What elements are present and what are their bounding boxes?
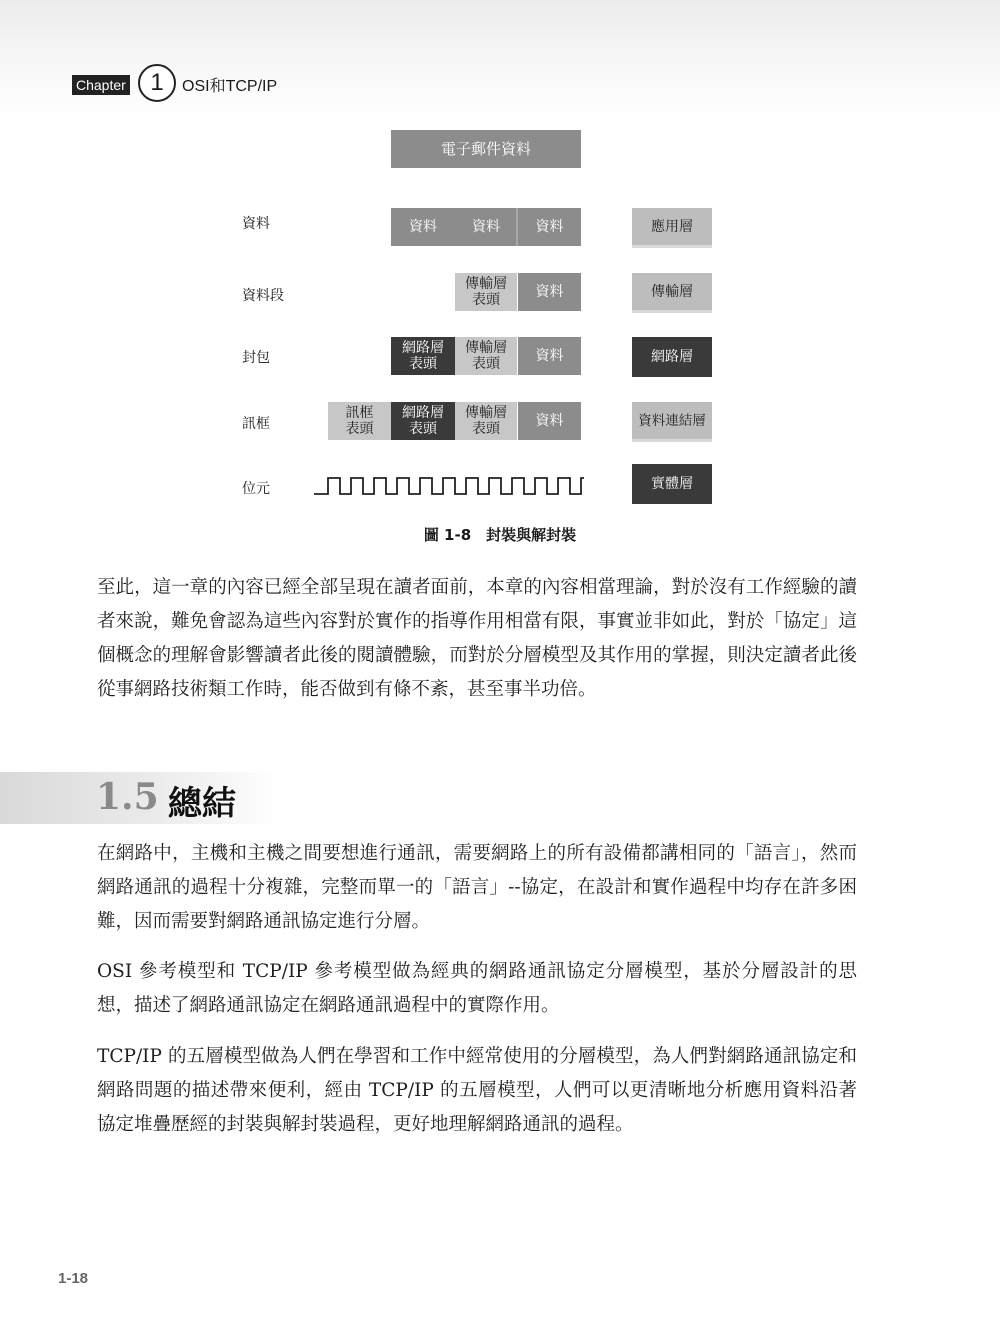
layer-physical: 實體層 — [632, 464, 712, 504]
row-label-bit: 位元 — [242, 481, 270, 497]
layer-application: 應用層 — [632, 208, 712, 248]
page-number: 1-18 — [58, 1270, 89, 1287]
bit-signal-icon — [314, 474, 584, 498]
data-cell: 資料 — [535, 219, 564, 235]
network-header-cell: 網路層 表頭 — [391, 402, 455, 440]
chapter-number: 1 — [138, 64, 176, 102]
chapter-title: OSI和TCP/IP — [182, 78, 278, 95]
figure-caption: 圖 1-8 封裝與解封裝 — [423, 526, 577, 544]
header-background — [0, 0, 1000, 120]
layer-data-link: 資料連結層 — [632, 402, 712, 442]
data-cell: 資料 — [472, 219, 500, 235]
layer-transport: 傳輸層 — [632, 273, 712, 313]
data-cell: 資料 — [409, 219, 437, 235]
summary-paragraph: TCP/IP 的五層模型做為人們在學習和工作中經常使用的分層模型，為人們對網路通訊協定和網路問題的描述帶來便利，經由 TCP/IP 的五層模型，人們可以更清晰地分析應用資料沿著協定堆疊歷經的封裝與解封裝過程，更好地理解網路通訊的過程。 — [97, 1046, 857, 1135]
transport-header-cell: 傳輸層 表頭 — [455, 337, 517, 375]
row-label-data: 資料 — [242, 216, 270, 232]
transport-header-cell: 傳輸層 表頭 — [455, 273, 517, 311]
section-title: 總結 — [168, 784, 236, 824]
row-label-packet: 封包 — [242, 350, 270, 366]
chapter-label: Chapter — [72, 75, 130, 95]
email-data-box: 電子郵件資料 — [391, 130, 581, 168]
frame-header-cell: 訊框 表頭 — [328, 402, 391, 440]
summary-paragraph: OSI 參考模型和 TCP/IP 參考模型做為經典的網路通訊協定分層模型，基於分層設計的思想，描述了網路通訊協定在網路通訊過程中的實際作用。 — [97, 961, 857, 1016]
row-label-segment: 資料段 — [242, 288, 284, 304]
summary-paragraph: 在網路中，主機和主機之間要想進行通訊，需要網路上的所有設備都講相同的「語言」，然而網路通訊的過程十分複雜，完整而單一的「語言」--協定，在設計和實作過程中均存在許多困難，因而需要對網路通訊協定進行分層。 — [97, 843, 857, 932]
data-cell: 資料 — [518, 337, 581, 375]
intro-paragraph: 至此，這一章的內容已經全部呈現在讀者面前，本章的內容相當理論，對於沒有工作經驗的讀者來說，難免會認為這些內容對於實作的指導作用相當有限，事實並非如此，對於「協定」這個概念的理解會影響讀者此後的閱讀體驗，而對於分層模型及其作用的掌握，則決定讀者此後從事網路技術類工作時，能否做到有條不紊，甚至事半功倍。 — [97, 577, 857, 700]
row-label-frame: 訊框 — [242, 416, 270, 432]
layer-network: 網路層 — [632, 337, 712, 377]
data-cell: 資料 — [518, 273, 581, 311]
network-header-cell: 網路層 表頭 — [391, 337, 455, 375]
section-number: 1.5 — [96, 776, 159, 818]
data-cell: 資料 — [518, 402, 581, 440]
transport-header-cell: 傳輸層 表頭 — [455, 402, 517, 440]
